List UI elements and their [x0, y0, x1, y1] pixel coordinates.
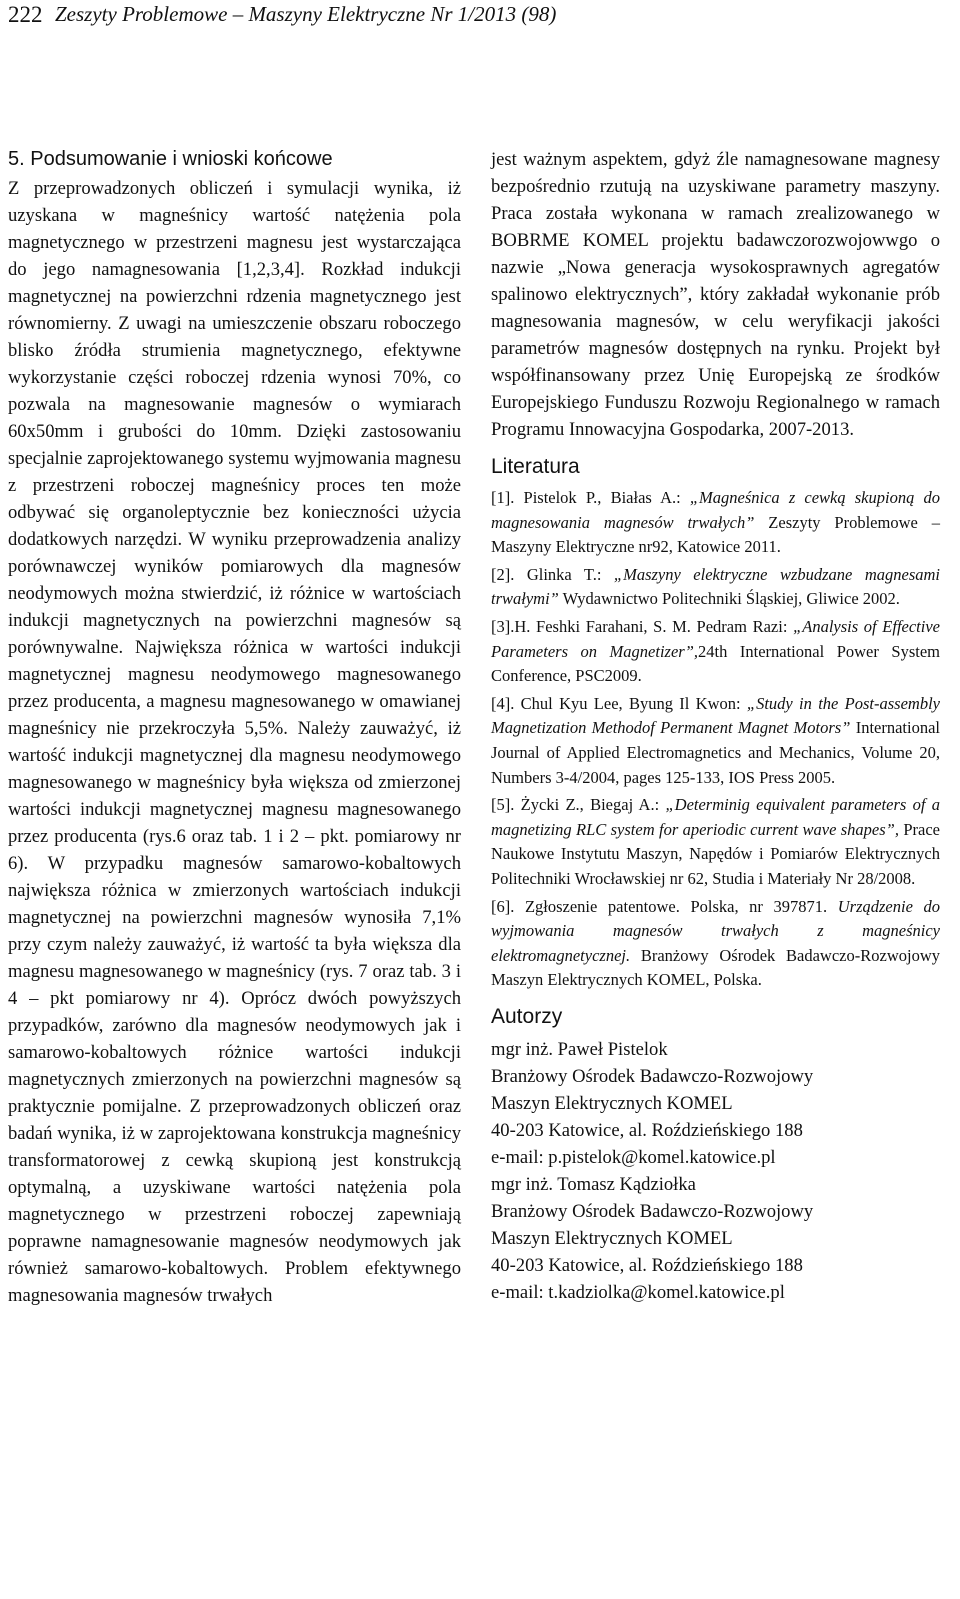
reference-item: [2]. Glinka T.: „Maszyny elektryczne wzbudzane magnesami trwałymi” Wydawnictwo Politechniki Śląskiej, Gliwice 2002. — [491, 564, 940, 609]
running-header — [0, 0, 960, 34]
conclusions-paragraph: Z przeprowadzonych obliczeń i symulacji wynika, iż uzyskana w magneśnicy wartość natężenia pola magnetycznego w przestrzeni magnesu jest wystarczająca do jego namagnesowania [1,2,3,4]. Rozkład indukcji magnetycznej na powierzchni rdzenia magnetycznego jest równomierny. Z uwagi na umieszczenie obszaru roboczego blisko źródła strumienia magnetycznego, efektywne wykorzystanie części roboczej rdzenia wynosi 70%, co pozwala na magnesowanie magnesów o wymiarach 60x50mm i grubości do 10mm. Dzięki zastosowaniu specjalnie zaprojektowanego systemu wyjmowania magnesu z przestrzeni roboczej magneśnicy proces ten może odbywać się organoleptycznie bez konieczności użycia dodatkowych narzędzi. W wyniku przeprowadzenia analizy porównawczej wyników pomiarowych dla magnesów neodymowych można stwierdzić, iż różnice w wartościach indukcji magnetycznych na powierzchni magnesów są porównywalne. Największa różnica w wartości indukcji magnetycznej magnesu neodymowego magnesowanego przez producenta, a magnesu magnesowanego w omawianej magneśnicy nie przekroczyła 5,5%. Należy zauważyć, iż wartość indukcji magnetycznej dla magnesu neodymowego magnesowanego w magneśnicy była większa od zmierzonej wartości indukcji magnetycznej magnesu magnesowanego przez producenta (rys.6 oraz tab. 1 i 2 – pkt. pomiarowy nr 6). W przypadku magnesów samarowo-kobaltowych największa różnica w zmierzonych wartościach indukcji magnetycznej na powierzchni magnesów wynosiła 7,1% przy czym należy zauważyć, iż wartość ta była większa dla magnesu magnesowanego w magneśnicy (rys. 7 oraz tab. 3 i 4 – pkt pomiarowy nr 4). Oprócz dwóch powyższych przypadków, zarówno dla magnesów neodymowych jak i samarowo-kobaltowych różnice wartości indukcji magnetycznych zmierzonych na powierzchni magnesów są praktycznie pomijalne. Z przeprowadzonych obliczeń oraz badań wynika, iż w zaprojektowana konstrukcja magneśnicy transformatorowej z cewką skupioną jest konstrukcją optymalną, a uzyskiwane wartości natężenia pola magnetycznego w przestrzeni roboczej zapewniają poprawne namagnesowanie magnesów neodymowych jak również samarowo-kobaltowych. Problem efektywnego magnesowania magnesów trwałych — [8, 178, 461, 1306]
reference-item: [5]. Życki Z., Biegaj A.: „Determinig equivalent parameters of a magnetizing RLC system for aperiodic current wave shapes”, Prace Naukowe Instytutu Maszyn, Napędów i Pomiarów Elektrycznych Politechniki Wrocławskiej nr 62, Studia i Materiały Nr 28/2008. — [491, 795, 940, 888]
reference-item: [1]. Pistelok P., Białas A.: „Magneśnica z cewką skupioną do magnesowania magnesów trwałych” Zeszyty Problemowe – Maszyny Elektryczne nr92, Katowice 2011. — [491, 488, 940, 557]
author-email: e-mail: t.kadziolka@komel.katowice.pl — [491, 1281, 785, 1303]
left-column — [8, 146, 461, 1309]
author-affiliation: Branżowy Ośrodek Badawczo-Rozwojowy — [491, 1200, 814, 1222]
reference-item: [4]. Chul Kyu Lee, Byung Il Kwon: „Study in the Post-assembly Magnetization Methodof Permanent Magnet Motors” International Journal of Applied Electromagnetics and Mechanics, Volume 20, Numbers 3-4/2004, pages 125-133, IOS Press 2005. — [491, 693, 940, 787]
author-affiliation: Branżowy Ośrodek Badawczo-Rozwojowy — [491, 1065, 814, 1087]
author-address: 40-203 Katowice, al. Roździeńskiego 188 — [491, 1254, 803, 1276]
author-name: mgr inż. Tomasz Kądziołka — [491, 1173, 696, 1195]
author-affiliation: Maszyn Elektrycznych KOMEL — [491, 1092, 733, 1114]
literature-heading: Literatura — [491, 455, 580, 478]
right-column — [491, 146, 940, 1306]
journal-title: Zeszyty Problemowe – Maszyny Elektryczne Nr 1/2013 (98) — [55, 2, 557, 26]
authors-heading: Autorzy — [491, 1004, 563, 1028]
page-number: 222 — [8, 2, 43, 27]
author-affiliation: Maszyn Elektrycznych KOMEL — [491, 1227, 733, 1249]
author-name: mgr inż. Paweł Pistelok — [491, 1038, 668, 1060]
author-address: 40-203 Katowice, al. Roździeńskiego 188 — [491, 1119, 803, 1141]
reference-item: [3].H. Feshki Farahani, S. M. Pedram Razi: „Analysis of Effective Parameters on Magnetizer”,24th International Power System Conference, PSC2009. — [491, 616, 940, 686]
reference-list — [491, 486, 940, 993]
conclusions-continuation: jest ważnym aspektem, gdyż źle namagnesowane magnesy bezpośrednio rzutują na uzyskiwane parametry maszyny. Praca została wykonana w ramach zrealizowanego w BOBRME KOMEL projektu badawczorozwojowwgo o nazwie „Nowa generacja wysokosprawnych agregatów spalinowo elektrycznych”, który zakładał wykonanie prób magnesowania magnesów, w celu weryfikacji jakości parametrów magnesów dostępnych na rynku. Projekt był współfinansowany przez Unię Europejską ze środków Europejskiego Funduszu Rozwoju Regionalnego w ramach Programu Innowacyjna Gospodarka, 2007-2013. — [491, 149, 940, 440]
authors-block — [491, 1036, 940, 1306]
reference-item: [6]. Zgłoszenie patentowe. Polska, nr 397871. Urządzenie do wyjmowania magnesów trwałych z magneśnicy elektromagnetycznej. Branżowy Ośrodek Badawczo-Rozwojowy Maszyn Elektrycznych KOMEL, Polska. — [491, 896, 940, 990]
section-heading: 5. Podsumowanie i wnioski końcowe — [8, 148, 333, 170]
author-email: e-mail: p.pistelok@komel.katowice.pl — [491, 1146, 776, 1168]
